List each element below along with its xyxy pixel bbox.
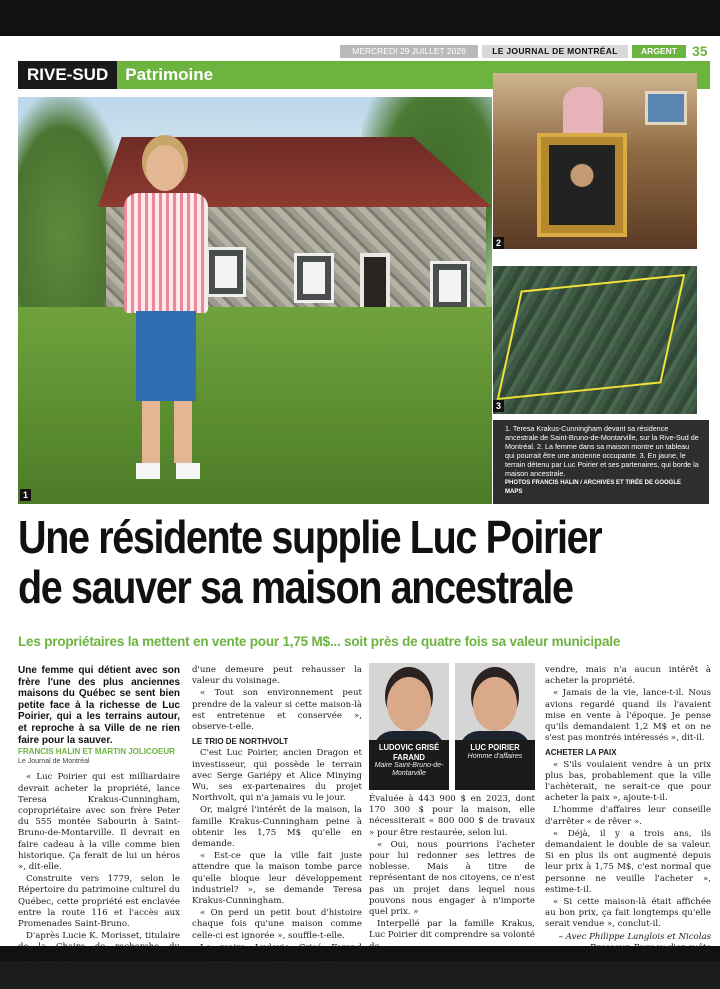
mugshot-caption-mayor bbox=[369, 740, 449, 790]
article-column-1 bbox=[18, 665, 180, 977]
photo-caption bbox=[493, 420, 709, 504]
photo-number-2: 2 bbox=[493, 237, 504, 249]
photo-woman bbox=[116, 145, 216, 505]
photo-woman-shirt bbox=[124, 193, 208, 313]
byline: FRANCIS HALIN ET MARTIN JOLICOEUR bbox=[18, 747, 175, 757]
paragraph: Construite vers 1779, selon le Répertoire du patrimoine culturel du Québec, cette propriété est enclavée entre la route 116 et l'accès aux Promenades Saint-Bruno. bbox=[18, 874, 180, 929]
mugshot-caption-poirier bbox=[455, 740, 535, 790]
paragraph: vendre, mais n'a aucun intérêt à acheter la propriété. bbox=[545, 665, 711, 687]
paragraph: Interpellé par la famille Krakus, Luc Poirier dit comprendre sa volonté bbox=[369, 919, 535, 941]
paragraph: L'homme d'affaires leur conseille d'arrêter « de rêver ». bbox=[545, 805, 711, 827]
deck: Les propriétaires la mettent en vente pour 1,75 M$... soit près de quatre fois sa valeur municipale bbox=[18, 634, 621, 649]
paragraph: « Tout son environnement peut prendre de la valeur si cette maison-là est entretenue et conservée », observe-t-elle. bbox=[192, 688, 362, 733]
article-column-3 bbox=[369, 794, 535, 954]
article-column-4 bbox=[545, 665, 711, 955]
article-column-2 bbox=[192, 665, 362, 989]
rubric-region: RIVE-SUD bbox=[18, 61, 117, 89]
bottom-dark-border bbox=[0, 946, 720, 961]
headline bbox=[18, 512, 709, 612]
mugshot-name: LUDOVIC GRISÉ FARAND bbox=[378, 742, 440, 762]
photo-portrait bbox=[549, 145, 615, 225]
byline-outlet: Le Journal de Montréal bbox=[18, 758, 90, 766]
paragraph: « S'ils voulaient vendre à un prix plus bas, probablement que la ville l'achèterait, ne serait-ce que pour acheter la paix », ajoute-t-il. bbox=[545, 759, 711, 804]
photo-window bbox=[294, 253, 334, 303]
headline-line-2: de sauver sa maison ancestrale bbox=[18, 561, 573, 613]
folio-section: ARGENT bbox=[632, 45, 686, 58]
interior-photo bbox=[493, 73, 697, 249]
folio-paper: LE JOURNAL DE MONTRÉAL bbox=[482, 45, 628, 58]
mugshot-face bbox=[387, 677, 431, 731]
caption-text: 1. Teresa Krakus-Cunningham devant sa résidence ancestrale de Saint-Bruno-de-Montarville, sur la Rive-Sud de Montréal. 2. La femme dans sa maison montre un tableau qui pourrait être une ancienne occupante. 3. En jaune, le terrain détenu par Luc Poirier et ses partenaires, qui borde la maison ancestrale. bbox=[505, 424, 699, 478]
paragraph: Évaluée à 443 900 $ en 2023, dont 170 300 $ pour la maison, elle nécessiterait « 800 000 $ de travaux » pour être restaurée, selon lui. bbox=[369, 794, 535, 838]
paragraph: « Déjà, il y a trois ans, ils demandaient le double de sa valeur. Si en plus ils ont augmenté depuis leur prix à 1,75 M$, c'est normal que personne ne veuille l'acheter », estime-t-il. bbox=[545, 828, 711, 895]
mugshot-name: LUC POIRIER bbox=[470, 742, 520, 752]
paragraph: « Si cette maison-là était affichée au bon prix, ça fait longtemps qu'elle serait vendue », conclut-il. bbox=[545, 897, 711, 930]
photo-number-1: 1 bbox=[20, 489, 31, 501]
photo-woman-interior bbox=[563, 87, 603, 133]
article-lede: Une femme qui détient avec son frère l'une des plus anciennes maisons du Québec se sent bien petite face à la richesse de Luc Poirier, qui a les terrains autour, et reproche à sa Ville de ne rien faire pour la sauver. bbox=[18, 665, 180, 746]
paragraph: « Luc Poirier qui est milliardaire devrait acheter la propriété, lance Teresa Krakus-Cunningham, copropriétaire avec son frère Peter du 555 montée Sabourin à Saint-Bruno-de-Montarville. Il devrait en faire cadeau à la ville comme bien historique. Ça ferait de lui un héros », dit-elle. bbox=[18, 772, 180, 872]
photo-lawn bbox=[18, 307, 492, 504]
folio-date: MERCREDI 29 JUILLET 2026 bbox=[340, 45, 478, 58]
paragraph: D'après Lucie K. Morisset, titulaire conservation bbox=[18, 931, 180, 975]
photo-number-3: 3 bbox=[493, 400, 504, 412]
paragraph: « Jamais de la vie, lance-t-il. Nous avions regardé quand ils l'avaient mise en vente à l'époque. Je pense qu'ils demandaient 1,2 M$ et on ne s'est pas montrés intéressés », dit-il. bbox=[545, 688, 711, 744]
photo-woman-shoes bbox=[136, 463, 200, 479]
aerial-photo bbox=[493, 266, 697, 414]
headline-line-1: Une résidente supplie Luc Poirier bbox=[18, 511, 602, 563]
top-dark-border bbox=[0, 0, 720, 36]
signoff: – Avec Philippe Langlois et Nicolas bbox=[558, 931, 711, 942]
photo-window bbox=[430, 261, 470, 311]
photo-woman-head bbox=[146, 145, 184, 191]
main-photo-house bbox=[18, 97, 492, 504]
rubric-theme: Patrimoine bbox=[125, 65, 214, 84]
paragraph: « On perd un petit bout d'histoire chaque fois qu'une maison comme celle-ci est ignorée », souffle-t-elle. bbox=[192, 908, 362, 941]
mugshot-role: Homme d'affaires bbox=[467, 752, 523, 760]
photo-portrait-frame bbox=[537, 133, 627, 237]
photo-yellow-zone bbox=[497, 274, 686, 400]
mugshot-face bbox=[473, 677, 517, 731]
photo-woman-pants bbox=[136, 311, 196, 401]
paragraph: la propriété si le prix était revu à la baisse. bbox=[192, 965, 362, 987]
paragraph: C'est Luc Poirier, ancien Dragon et investisseur, qui possède le terrain avec Serge Gariépy et Alice Minying Wu, ses ex-partenaires du projet Northvolt, qui n'a jamais vu le jour. bbox=[192, 748, 362, 804]
subhead-northvolt: LE TRIO DE NORTHVOLT bbox=[192, 737, 289, 747]
folio-page-number: 35 bbox=[692, 43, 708, 59]
subhead-paix: ACHETER LA PAIX bbox=[545, 748, 617, 758]
caption-credit: PHOTOS FRANCIS HALIN / ARCHIVES ET TIRÉE DE GOOGLE MAPS bbox=[505, 480, 682, 495]
paragraph: d'une demeure peut rehausser la valeur du voisinage. bbox=[192, 665, 362, 687]
paragraph: « Est-ce que la ville fait juste attendre que la maison tombe parce qu'elle bloque leur développement industriel? », se demande Teresa Krakus-Cunningham. bbox=[192, 851, 362, 907]
photo-wall-art bbox=[645, 91, 687, 125]
paragraph: Or, malgré l'intérêt de la maison, la famille Krakus-Cunningham peine à obtenir les 1,75 M$ qu'elle en demande. bbox=[192, 805, 362, 850]
photo-woman-legs bbox=[142, 401, 192, 463]
mugshot-role: Maire Saint-Bruno-de-Montarville bbox=[374, 762, 444, 777]
folio-bar bbox=[340, 45, 708, 58]
paragraph: « Oui, nous pourrions l'acheter pour lui redonner ses lettres de noblesse. Mais à titre de représentant de nos citoyens, ce n'est pas un projet dans lequel nous pouvons nous engager à n'importe quel prix. » bbox=[369, 839, 535, 918]
